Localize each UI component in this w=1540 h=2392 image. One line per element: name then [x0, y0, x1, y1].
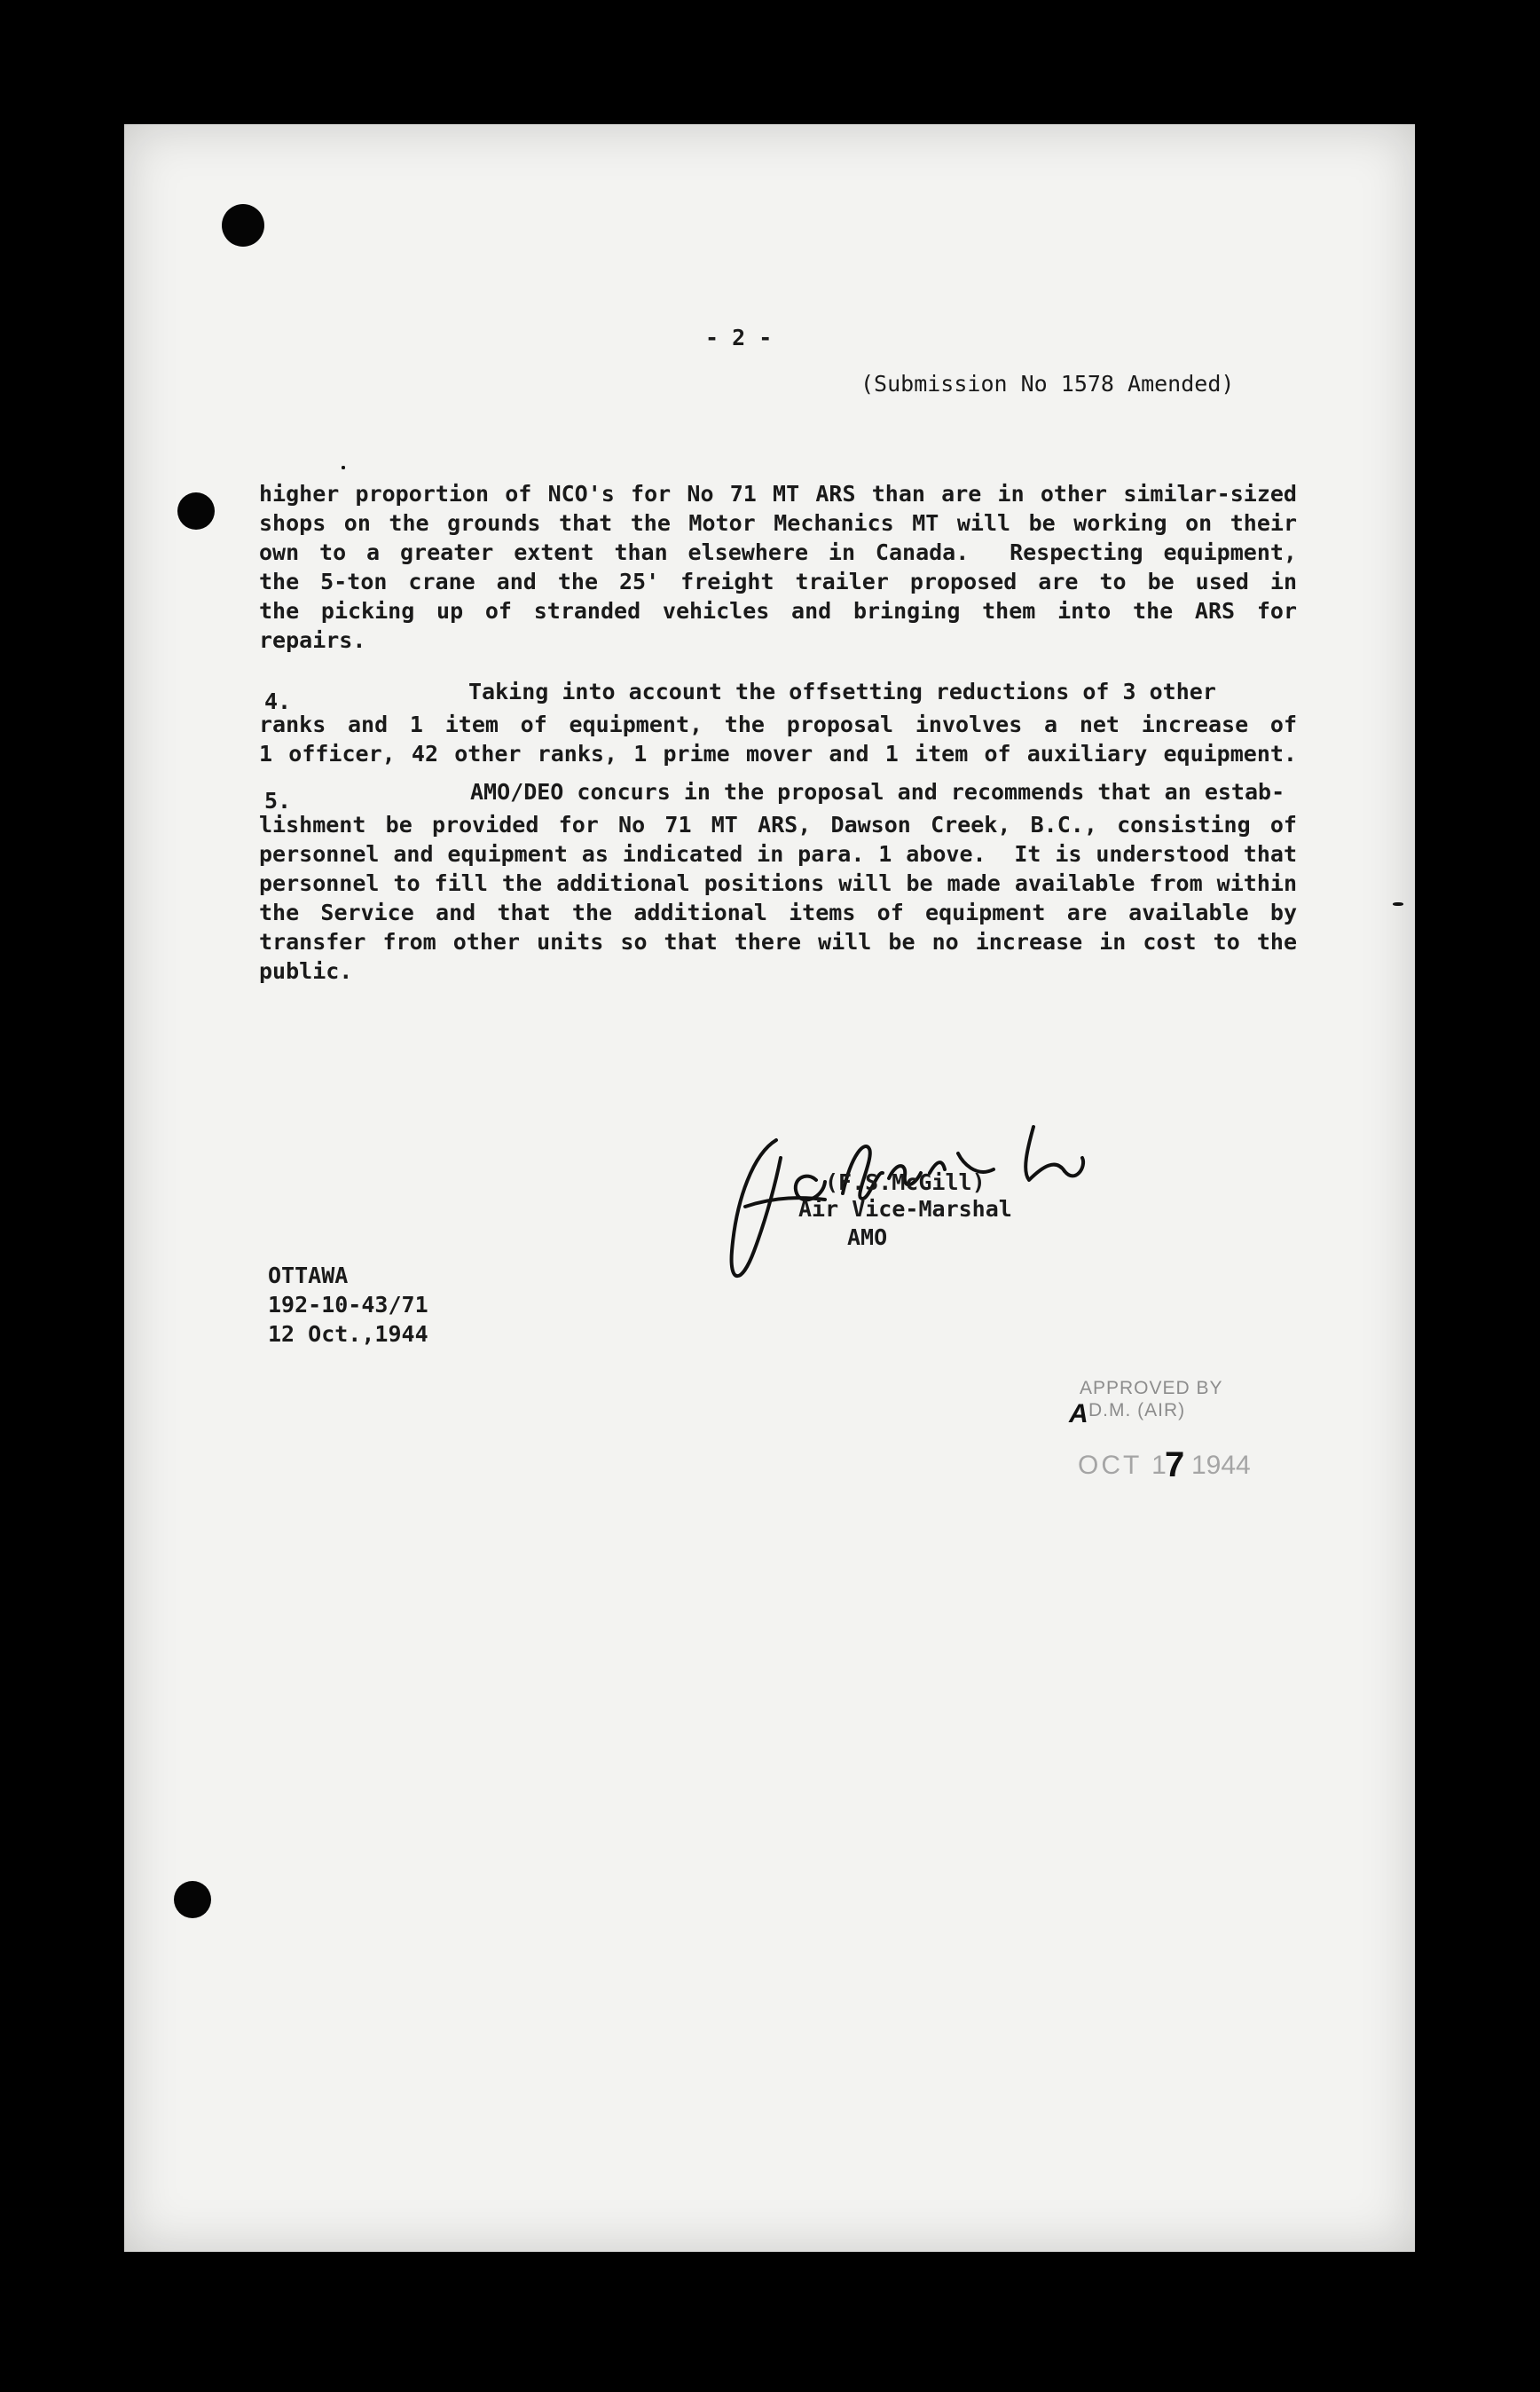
signatory-title: AMO [847, 1224, 888, 1250]
document-page [124, 124, 1415, 2252]
paragraph-line: own to a greater extent than elsewhere in Canada. Respecting equipment, [259, 539, 1297, 565]
stamp-date-prefix: OCT 1 [1078, 1451, 1169, 1480]
paragraph-line: the Service and that the additional items of equipment are available by [259, 900, 1297, 925]
signatory-name: (F.S.McGill) [825, 1169, 986, 1195]
paragraph-line: personnel to fill the additional positions will be made available from within [259, 870, 1297, 896]
paragraph-line: higher proportion of NCO's for No 71 MT ARS than are in other similar-sized [259, 481, 1297, 507]
paragraph-line: personnel and equipment as indicated in para. 1 above. It is understood that [259, 841, 1297, 867]
paragraph-3 [259, 479, 1297, 655]
paragraph-4-number: 4. [264, 688, 292, 714]
paragraph-4-line-1: Taking into account the offsetting reductions of 3 other [468, 679, 1216, 704]
page-number: - 2 - [705, 325, 773, 350]
stamp-line-approved: APPROVED BY [1080, 1378, 1223, 1398]
paragraph-line: transfer from other units so that there will be no increase in cost to the [259, 929, 1297, 955]
paragraph-line: repairs. [259, 627, 366, 653]
paragraph-5 [259, 810, 1297, 986]
document-date: 12 Oct.,1944 [268, 1321, 428, 1347]
paragraph-line: lishment be provided for No 71 MT ARS, Dawson Creek, B.C., consisting of [259, 812, 1297, 838]
paragraph-5-number: 5. [264, 788, 292, 814]
stamp-line-authority: D.M. (AIR) [1088, 1400, 1186, 1420]
scan-speck [1393, 902, 1403, 906]
place: OTTAWA [268, 1263, 349, 1288]
stamp-date-handwritten: 7 [1165, 1445, 1185, 1484]
paragraph-4 [259, 710, 1297, 768]
file-reference: 192-10-43/71 [268, 1292, 428, 1318]
punch-hole-bottom [174, 1881, 211, 1918]
punch-hole-top [222, 204, 264, 247]
stamp-initial: A [1069, 1399, 1088, 1428]
paragraph-line: public. [259, 958, 353, 984]
submission-reference: (Submission No 1578 Amended) [860, 371, 1235, 397]
paragraph-line: the picking up of stranded vehicles and bringing them into the ARS for [259, 598, 1297, 624]
approval-stamp [1069, 1378, 1264, 1502]
punch-hole-middle [177, 492, 215, 530]
paragraph-line: 1 officer, 42 other ranks, 1 prime mover and 1 item of auxiliary equipment. [259, 741, 1297, 767]
paragraph-5-line-1: AMO/DEO concurs in the proposal and recommends that an estab- [470, 779, 1285, 805]
stamp-date-year: 1944 [1191, 1451, 1251, 1480]
paragraph-line: ranks and 1 item of equipment, the proposal involves a net increase of [259, 712, 1297, 737]
paragraph-line: shops on the grounds that the Motor Mechanics MT will be working on their [259, 510, 1297, 536]
signatory-rank: Air Vice-Marshal [798, 1196, 1012, 1222]
scan-speck [342, 466, 345, 469]
paragraph-line: the 5-ton crane and the 25' freight trailer proposed are to be used in [259, 569, 1297, 594]
